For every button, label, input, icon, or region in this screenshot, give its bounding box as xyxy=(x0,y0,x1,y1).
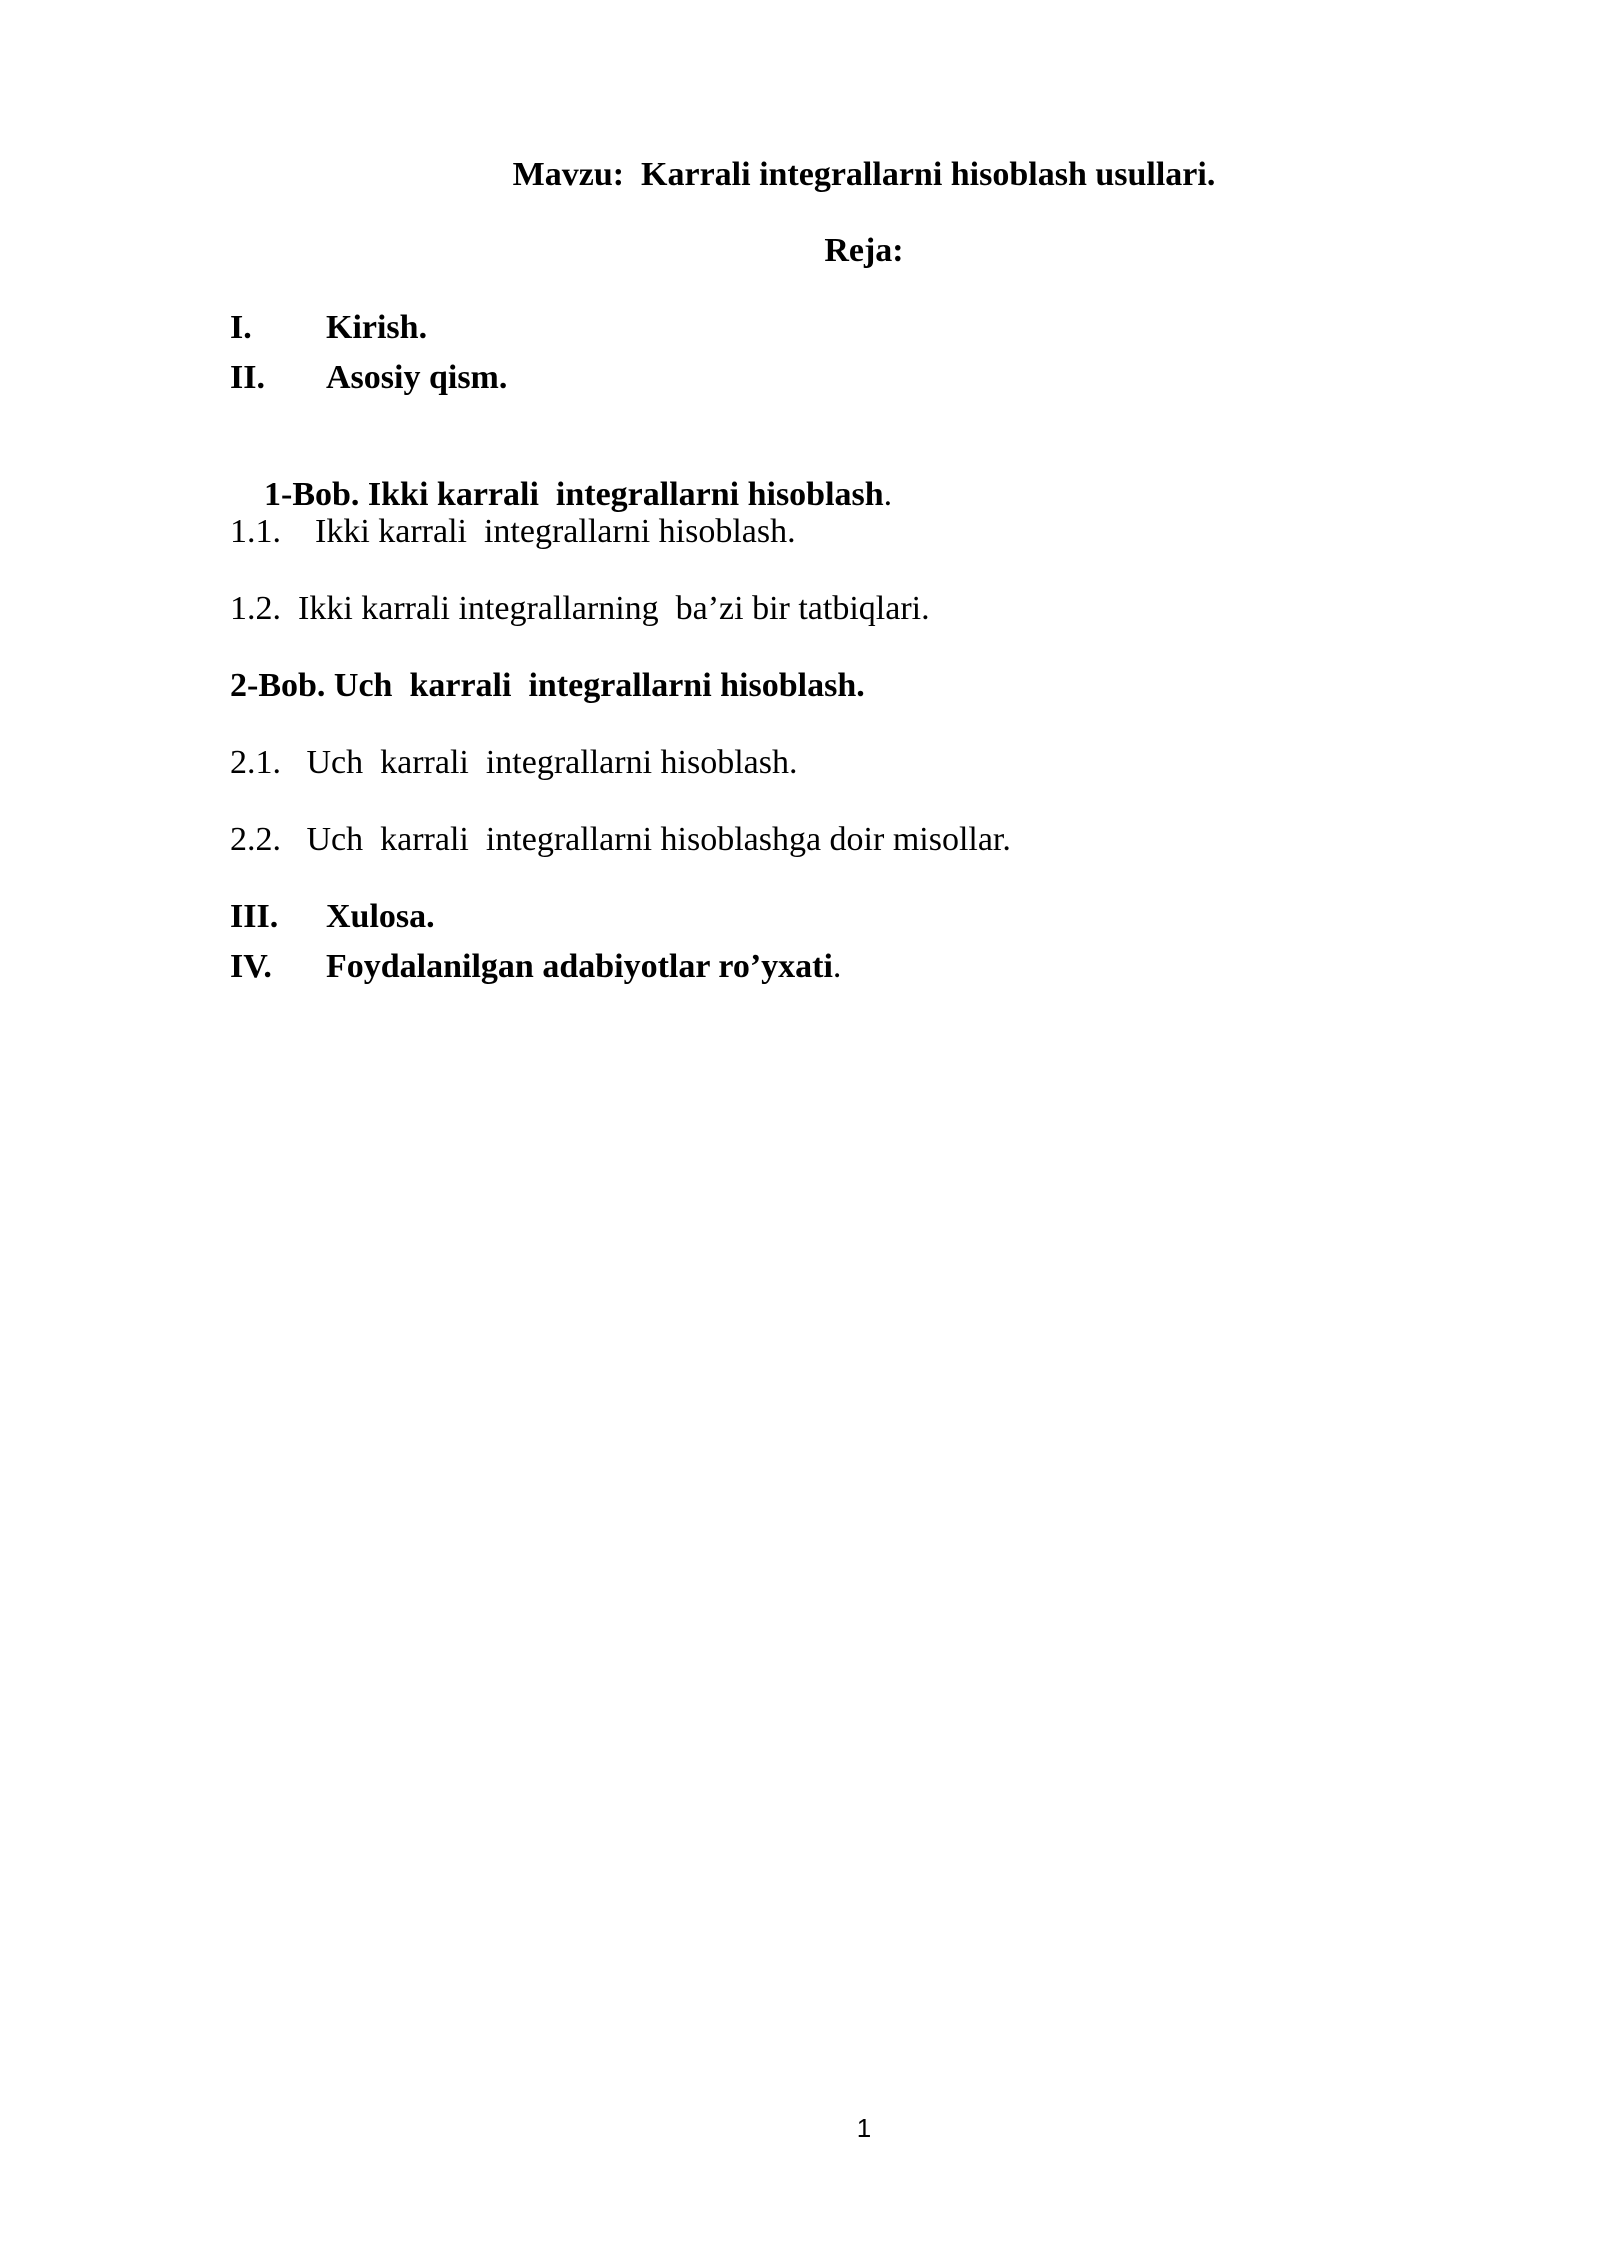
list-number: I. xyxy=(230,309,252,346)
section-item: 1.2. Ikki karrali integrallarning ba’zi bir tatbiqlari. xyxy=(230,590,930,627)
list-item-text-tail: . xyxy=(832,948,842,985)
list-item-text: Kirish. xyxy=(326,309,428,346)
list-item-text: Asosiy qism. xyxy=(326,359,508,396)
list-number: IV. xyxy=(230,948,272,985)
page-number: 1 xyxy=(856,2113,872,2143)
list-item-text xyxy=(326,947,841,987)
section-item: 2.2. Uch karrali integrallarni hisoblashga doir misollar. xyxy=(230,821,1011,858)
list-item-text-main: Foydalanilgan adabiyotlar ro’yxati xyxy=(326,948,833,985)
chapter-heading: 2-Bob. Uch karrali integrallarni hisoblash. xyxy=(230,667,865,704)
document-title: Mavzu: Karrali integrallarni hisoblash usullari. xyxy=(512,156,1216,193)
section-item: 2.1. Uch karrali integrallarni hisoblash. xyxy=(230,744,798,781)
list-item-text: Xulosa. xyxy=(326,898,435,935)
list-number: II. xyxy=(230,359,265,396)
chapter-heading-text: 1-Bob. Ikki karrali integrallarni hisoblash xyxy=(264,476,884,513)
chapter-heading-tail: . xyxy=(883,476,893,513)
plan-heading: Reja: xyxy=(824,232,904,269)
section-item: 1.1. Ikki karrali integrallarni hisoblash. xyxy=(230,513,796,550)
list-number: III. xyxy=(230,898,279,935)
